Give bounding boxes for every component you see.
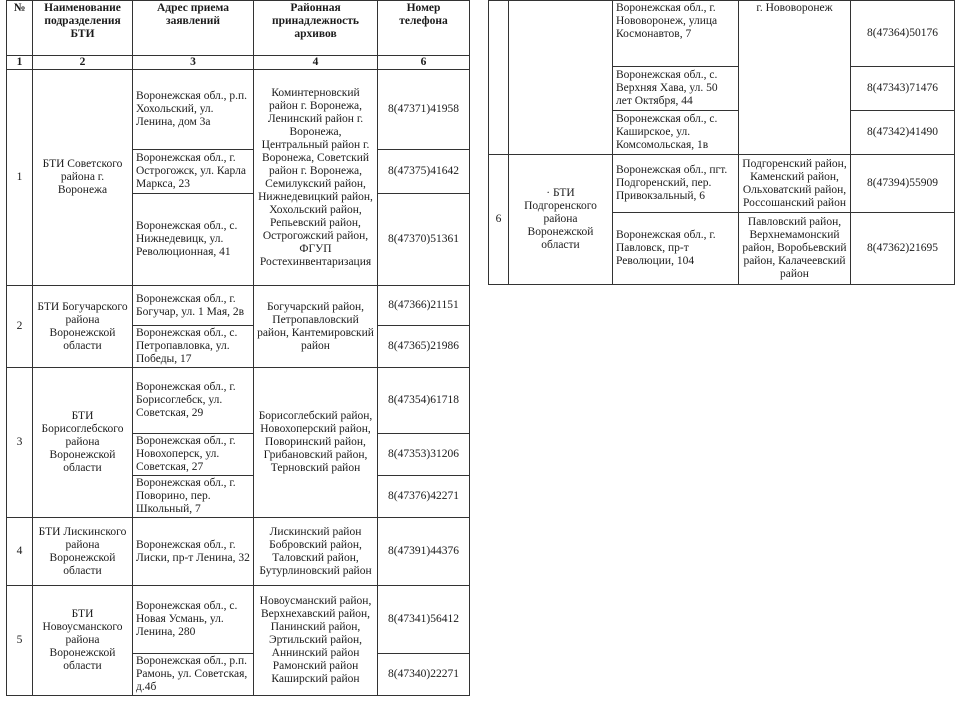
office-address: Воронежская обл., г. Павловск, пр-т Революции, 104 [613,213,739,285]
office-phone: 8(47342)41490 [851,111,955,155]
row-number: 5 [7,586,33,696]
office-address: Воронежская обл., г. Поворино, пер. Школьный, 7 [133,476,254,518]
bti-table-right [488,0,955,285]
column-index-row [7,56,470,70]
bti-name: БТИ Новоусманского района Воронежской области [33,586,133,696]
office-address: Воронежская обл., р.п. Хохольский, ул. Ленина, дом 3а [133,70,254,150]
header-row [7,1,470,56]
district-list: Новоусманский район, Верхнехавский район, Панинский район, Эртильский район, Аннинский район Рамонский район Каширский район [254,586,378,696]
bti-table-left [6,0,470,696]
row-number: 1 [7,70,33,286]
district-list: Лискинский район Бобровский район, Таловский район, Бутурлиновский район [254,518,378,586]
table-row [489,1,955,67]
table-row [489,155,955,213]
office-address: Воронежская обл., р.п. Рамонь, ул. Советская, д.4б [133,654,254,696]
district-list: Борисоглебский район, Новохоперский район, Поворинский район, Грибановский район, Терновский район [254,368,378,518]
office-phone: 8(47364)50176 [851,1,955,67]
district-list: Богучарский район, Петропавловский район, Кантемировский район [254,286,378,368]
office-address: Воронежская обл., г. Нововоронеж, улица Космонавтов, 7 [613,1,739,67]
header-num: № [7,1,33,56]
office-address: Воронежская обл., г. Богучар, ул. 1 Мая, 2в [133,286,254,326]
office-address: Воронежская обл., г. Новохоперск, ул. Советская, 27 [133,434,254,476]
bti-name: БТИ Советского района г. Воронежа [33,70,133,286]
office-phone: 8(47340)22271 [378,654,470,696]
office-address: Воронежская обл., пгт. Подгоренский, пер. Привокзальный, 6 [613,155,739,213]
col-index: 4 [254,56,378,70]
office-phone: 8(47370)51361 [378,194,470,286]
office-phone: 8(47353)31206 [378,434,470,476]
header-phone: Номер телефона [378,1,470,56]
office-address: Воронежская обл., г. Острогожск, ул. Карла Маркса, 23 [133,150,254,194]
district-list: Подгоренский район, Каменский район, Ольховатский район, Россошанский район [739,155,851,213]
col-index: 3 [133,56,254,70]
row-number: 6 [489,155,509,285]
bti-name: БТИ Борисоглебского района Воронежской области [33,368,133,518]
district-list: Павловский район, Верхнемамонский район, Воробьевский район, Калачеевский район [739,213,851,285]
table-row [7,286,470,326]
office-phone: 8(47343)71476 [851,67,955,111]
row-number: 3 [7,368,33,518]
table-row [7,586,470,654]
office-phone: 8(47376)42271 [378,476,470,518]
office-address: Воронежская обл., г. Борисоглебск, ул. Советская, 29 [133,368,254,434]
office-address: Воронежская обл., с. Нижнедевицк, ул. Революционная, 41 [133,194,254,286]
office-phone: 8(47354)61718 [378,368,470,434]
office-phone: 8(47362)21695 [851,213,955,285]
row-number: 2 [7,286,33,368]
col-index: 1 [7,56,33,70]
header-district: Районная принадлежность архивов [254,1,378,56]
table-row [7,368,470,434]
row-number: 4 [7,518,33,586]
office-address: Воронежская обл., с. Верхняя Хава, ул. 50 лет Октября, 44 [613,67,739,111]
office-phone: 8(47341)56412 [378,586,470,654]
table-row [7,518,470,586]
office-address: Воронежская обл., с. Каширское, ул. Комсомольская, 1в [613,111,739,155]
office-address: Воронежская обл., с. Петропавловка, ул. Победы, 17 [133,326,254,368]
office-phone: 8(47394)55909 [851,155,955,213]
office-address: Воронежская обл., г. Лиски, пр-т Ленина, 32 [133,518,254,586]
header-address: Адрес приема заявлений [133,1,254,56]
district-list: Коминтерновский район г. Воронежа, Ленинский район г. Воронежа, Центральный район г. Воронежа, Советский район г. Воронежа, Семилукский район, Нижнедевицкий район, Хохольский район, Репьевский район, Острогожский район, ФГУП Ростехинвентаризация [254,70,378,286]
bti-name: БТИ Богучарского района Воронежской области [33,286,133,368]
office-phone: 8(47366)21151 [378,286,470,326]
col-index: 2 [33,56,133,70]
bti-name: · БТИ Подгоренского района Воронежской области [509,155,613,285]
office-phone: 8(47375)41642 [378,150,470,194]
office-phone: 8(47391)44376 [378,518,470,586]
row-number-empty [489,1,509,155]
table-row [7,70,470,150]
bti-name-empty [509,1,613,155]
office-phone: 8(47371)41958 [378,70,470,150]
bti-name: БТИ Лискинского района Воронежской области [33,518,133,586]
col-index: 6 [378,56,470,70]
office-address: Воронежская обл., с. Новая Усмань, ул. Ленина, 280 [133,586,254,654]
district-list: г. Нововоронеж [739,1,851,155]
header-name: Наименование подразделения БТИ [33,1,133,56]
office-phone: 8(47365)21986 [378,326,470,368]
